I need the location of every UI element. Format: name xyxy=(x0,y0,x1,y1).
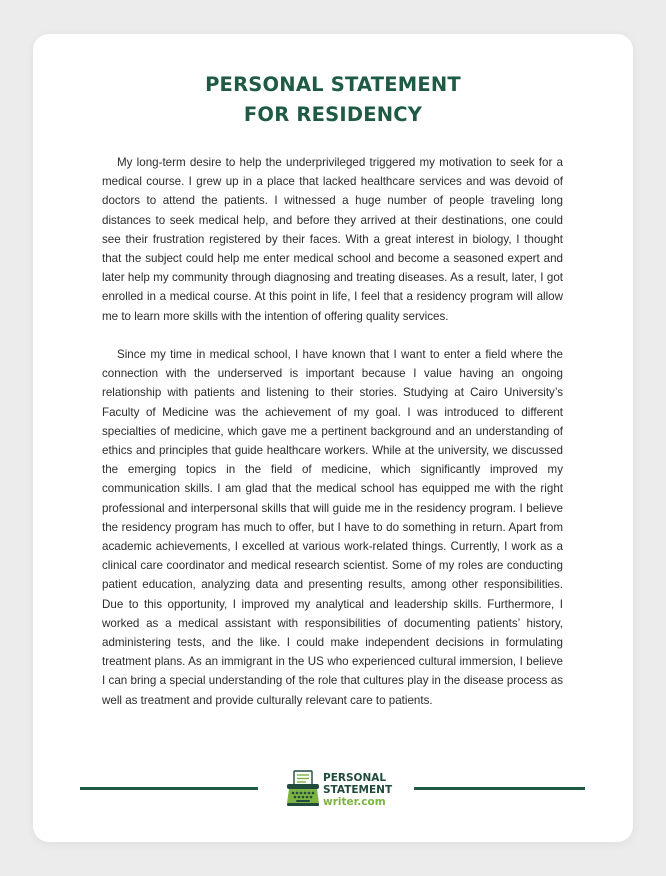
footer-rule-left xyxy=(80,787,258,790)
site-logo[interactable] xyxy=(285,766,405,812)
document-page xyxy=(33,34,633,842)
typewriter-icon xyxy=(285,770,321,808)
logo-text-statement: STATEMENT xyxy=(323,784,393,796)
title-line-2: FOR RESIDENCY xyxy=(243,103,423,126)
logo-text-personal: PERSONAL xyxy=(323,772,387,784)
page-title xyxy=(33,70,633,130)
paragraph-2: Since my time in medical school, I have known that I want to enter a field where the connection with the underserved is important because I value having an ongoing relationship with patients and listening to their stories. Studying at Cairo University’s Faculty of Medicine was the achievement of my goal. I was introduced to different specialties of medicine, which gave me a pertinent background and an understanding of ethics and principles that guide healthcare workers. While at the university, we discussed the emerging topics in the field of medicine, which significantly improved my communication skills. I am glad that the medical school has equipped me with the right professional and interpersonal skills that will guide me in the residency program. I believe the residency program has much to offer, but I have to do something in return. Apart from academic achievements, I excelled at various work-related things. Currently, I work as a clinical care coordinator and medical research scientist. Some of my roles are conducting patient education, analyzing data and presenting results, among other responsibilities. Due to this opportunity, I improved my analytical and leadership skills. Furthermore, I worked as a medical assistant with responsibilities of documenting patients’ history, administering tests, and the like. I could make independent decisions in formulating treatment plans. As an immigrant in the US who experienced cultural immersion, I believe I can bring a special understanding of the role that cultures play in the disease process as well as treatment and provide culturally relevant care to patients. xyxy=(102,348,563,707)
logo-wordmark xyxy=(323,772,392,808)
statement-body xyxy=(102,153,563,710)
logo-text-domain: writer.com xyxy=(323,796,386,808)
footer-rule-right xyxy=(414,787,585,790)
title-line-1: PERSONAL STATEMENT xyxy=(205,73,461,96)
paragraph-1: My long-term desire to help the underprivileged triggered my motivation to seek for a medical course. I grew up in a place that lacked healthcare services and was devoid of doctors to attend the patients. I witnessed a huge number of people traveling long distances to seek medical help, and before they arrived at their destinations, one could see their frustration registered by their faces. With a great interest in biology, I thought that the subject could help me enter medical school and become a seasoned expert and later help my community through diagnosing and treating diseases. As a result, later, I got enrolled in a medical course. At this point in life, I feel that a residency program will allow me to learn more skills with the intention of offering quality services. xyxy=(102,156,563,323)
